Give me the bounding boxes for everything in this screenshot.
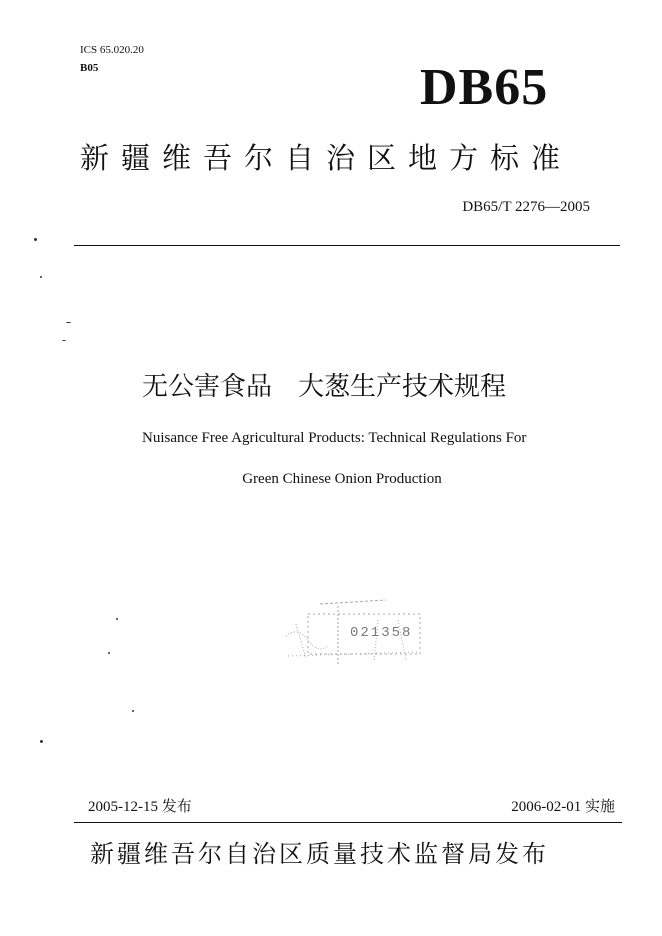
- stamp-graphic: [278, 596, 428, 674]
- scan-speck: [108, 652, 110, 654]
- title-english-line1: Nuisance Free Agricultural Products: Technical Regulations For: [142, 430, 527, 446]
- scan-speck: [40, 276, 42, 278]
- scan-speck: [40, 740, 43, 743]
- standard-code: DB65: [420, 59, 549, 116]
- implementation-date: 2006-02-01 实施: [511, 799, 615, 815]
- title-english-line2: Green Chinese Onion Production: [242, 471, 442, 487]
- title-chinese: 无公害食品 大葱生产技术规程: [142, 372, 507, 402]
- ccs-code: B05: [80, 62, 99, 74]
- issue-date: 2005-12-15 发布: [88, 799, 192, 815]
- scan-speck: [66, 322, 71, 323]
- scan-speck: [132, 710, 134, 712]
- scan-speck: [116, 618, 118, 620]
- library-stamp: [278, 596, 428, 674]
- standard-type-title: 新疆维吾尔自治区地方标准: [80, 141, 573, 175]
- scan-speck: [62, 340, 66, 341]
- bottom-divider: [74, 822, 622, 823]
- stamp-serial: 021358: [350, 625, 413, 641]
- scan-speck: [34, 238, 37, 241]
- standard-number: DB65/T 2276—2005: [462, 199, 590, 215]
- top-divider: [74, 245, 620, 246]
- ics-code: ICS 65.020.20: [80, 44, 144, 56]
- publisher: 新疆维吾尔自治区质量技术监督局发布: [90, 840, 549, 868]
